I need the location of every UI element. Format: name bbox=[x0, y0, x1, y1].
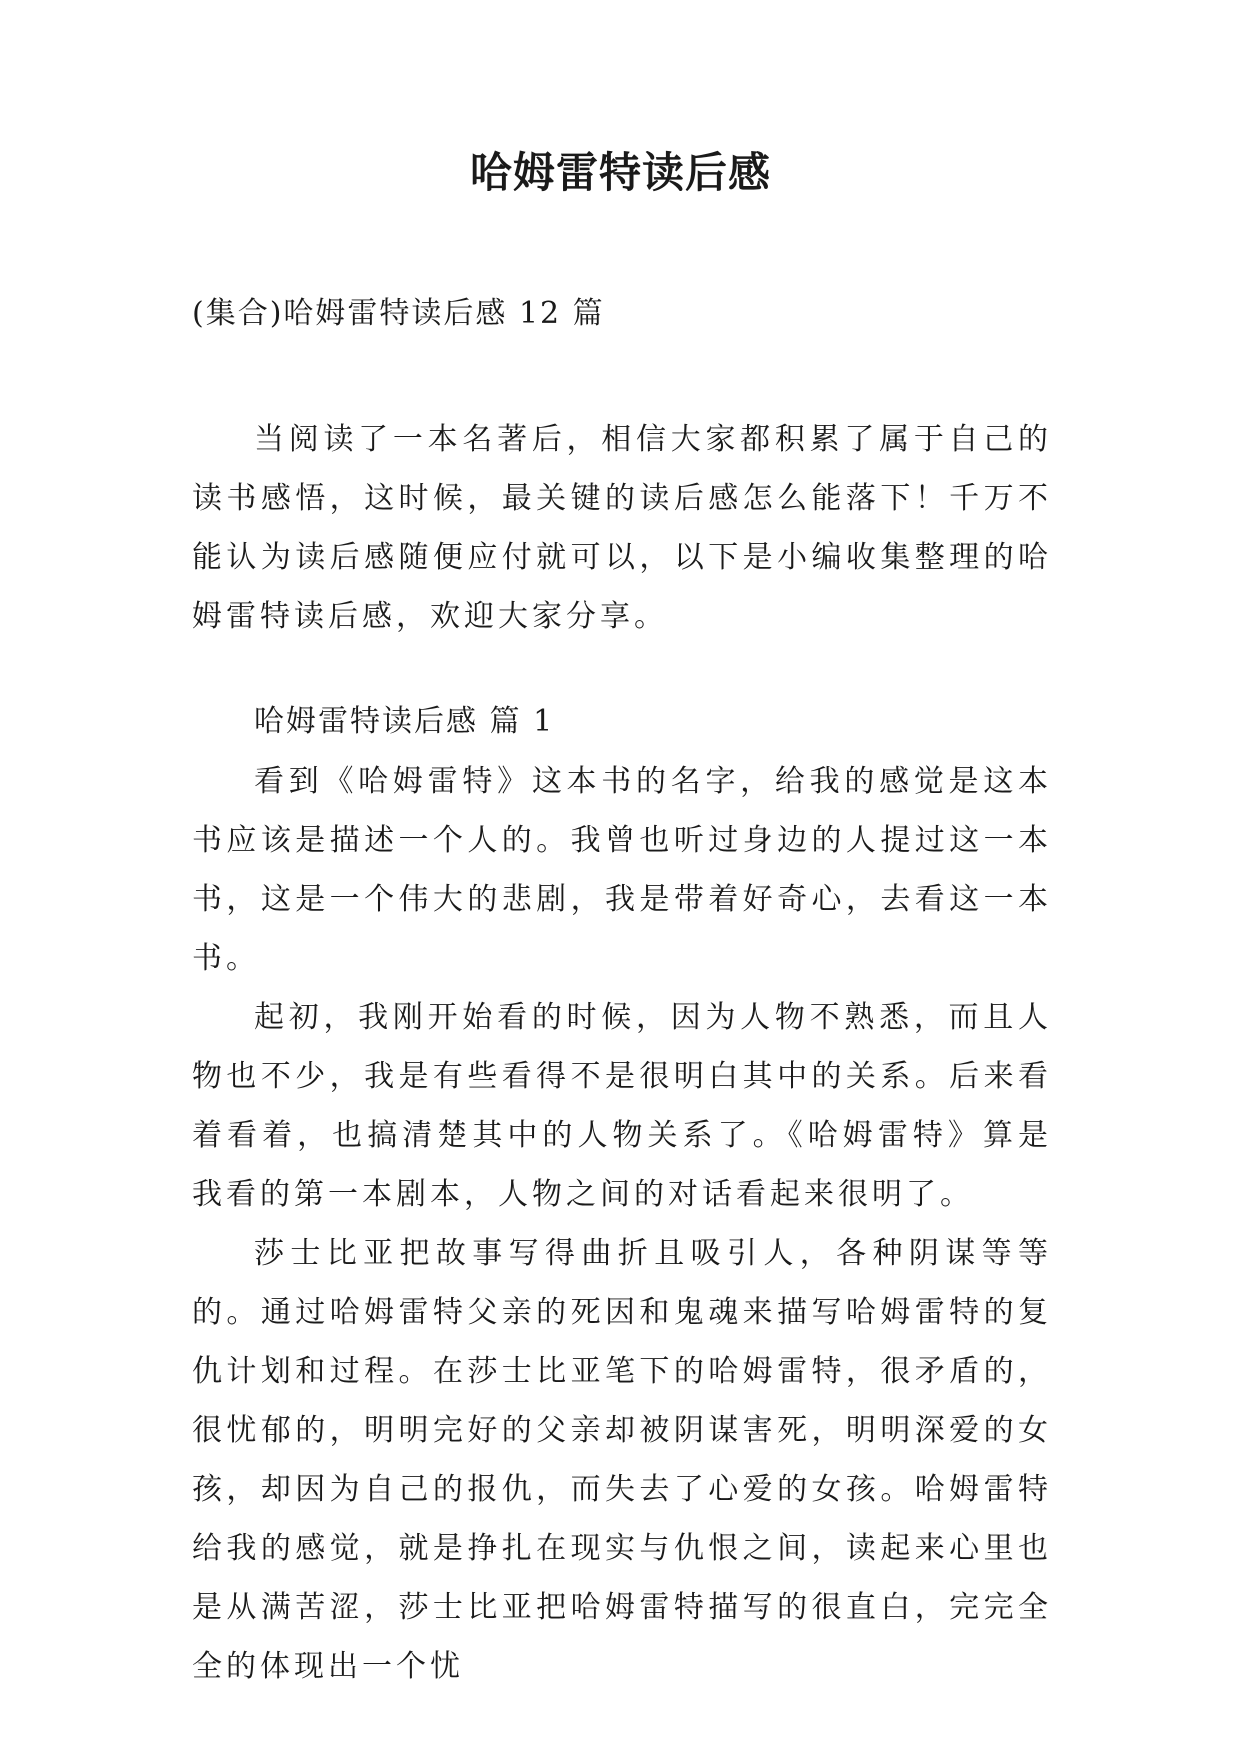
document-subtitle: (集合)哈姆雷特读后感 12 篇 bbox=[192, 296, 605, 331]
body-paragraph-2: 起初，我刚开始看的时候，因为人物不熟悉，而且人物也不少，我是有些看得不是很明白其中的关系。后来看着看着，也搞清楚其中的人物关系了。《哈姆雷特》算是我看的第一本剧本，人物之间的对话看起来很明了。 bbox=[192, 1000, 1052, 1212]
document-title: 哈姆雷特读后感 bbox=[469, 148, 771, 197]
intro-block bbox=[192, 410, 1052, 646]
body-paragraph-1: 看到《哈姆雷特》这本书的名字，给我的感觉是这本书应该是描述一个人的。我曾也听过身边的人提过这一本书，这是一个伟大的悲剧，我是带着好奇心，去看这一本书。 bbox=[192, 764, 1052, 976]
intro-paragraph: 当阅读了一本名著后，相信大家都积累了属于自己的读书感悟，这时候，最关键的读后感怎么能落下！千万不能认为读后感随便应付就可以，以下是小编收集整理的哈姆雷特读后感，欢迎大家分享。 bbox=[192, 422, 1052, 634]
section-heading: 哈姆雷特读后感 篇 1 bbox=[254, 704, 555, 739]
chapter-body bbox=[192, 752, 1052, 1696]
body-paragraph-3: 莎士比亚把故事写得曲折且吸引人，各种阴谋等等的。通过哈姆雷特父亲的死因和鬼魂来描写哈姆雷特的复仇计划和过程。在莎士比亚笔下的哈姆雷特，很矛盾的，很忧郁的，明明完好的父亲却被阴谋害死，明明深爱的女孩，却因为自己的报仇，而失去了心爱的女孩。哈姆雷特给我的感觉，就是挣扎在现实与仇恨之间，读起来心里也是从满苦涩，莎士比亚把哈姆雷特描写的很直白，完完全全的体现出一个忧 bbox=[192, 1236, 1052, 1684]
